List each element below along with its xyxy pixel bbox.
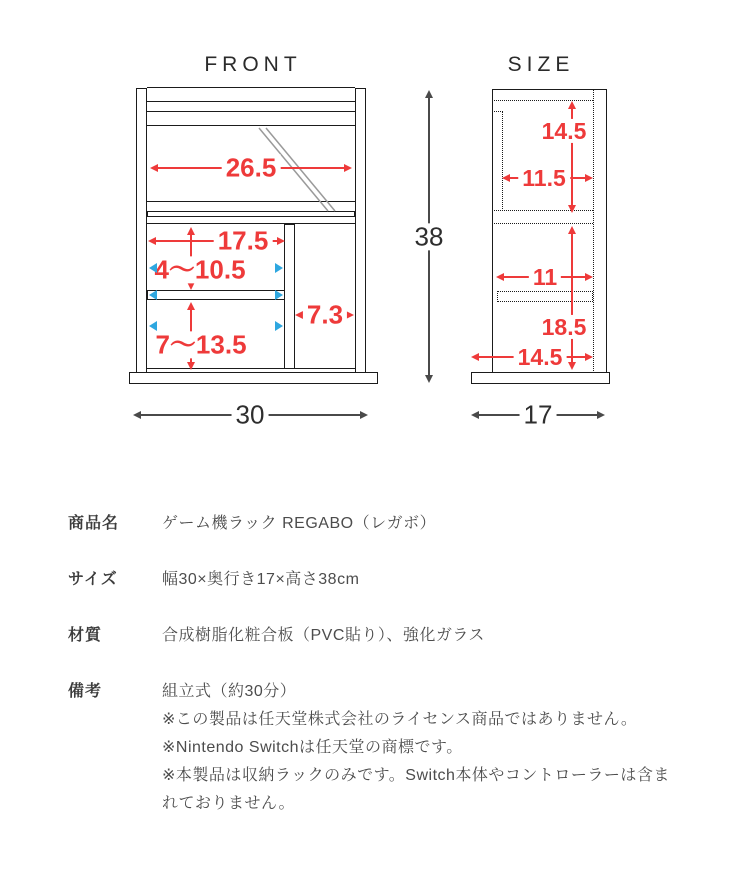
spec-value: ゲーム機ラック REGABO（レガボ） <box>162 515 437 532</box>
shelf-pin-marker-icon <box>275 263 283 273</box>
front-right-leg <box>355 88 366 373</box>
spec-value: 幅30×奥行き17×高さ38cm <box>162 571 360 588</box>
glass-shelf-width-value: 26.5 <box>222 154 281 181</box>
side-top-compartment-dotted-bottom <box>494 210 593 211</box>
spec-label: 材質 <box>68 627 103 644</box>
lower-shelf-range-value: 7〜13.5 <box>151 331 250 358</box>
front-top-panel-line-2 <box>147 111 355 112</box>
spec-row-size <box>68 566 682 594</box>
front-view-title: FRONT <box>204 53 302 76</box>
front-top-panel-line-1 <box>147 101 355 102</box>
spec-value: 合成樹脂化粧合板（PVC貼り）、強化ガラス <box>162 627 485 644</box>
side-shelf-dotted-board <box>497 291 593 302</box>
upper-shelf-range-value: 4〜10.5 <box>150 256 249 283</box>
top-compartment-depth-value: 11.5 <box>518 166 570 190</box>
front-left-leg <box>136 88 147 373</box>
right-compartment-width-value: 7.3 <box>303 301 347 328</box>
overall-depth-value: 17 <box>520 401 557 428</box>
side-view-title: SIZE <box>507 53 575 76</box>
spec-row-material <box>68 622 682 650</box>
front-top-edge-line <box>147 87 355 88</box>
remarks-assembly: 組立式（約30分） <box>162 683 297 700</box>
shelf-pin-marker-icon <box>275 290 283 300</box>
remarks-note-1: ※この製品は任天堂株式会社のライセンス商品ではありません。 <box>162 711 638 728</box>
shelf-pin-marker-icon <box>149 290 157 300</box>
shelf-pin-marker-icon <box>275 321 283 331</box>
spec-row-remarks <box>68 678 682 818</box>
side-top-dotted-line <box>494 100 593 101</box>
front-base-plinth <box>129 372 378 384</box>
open-shelf-width-value: 17.5 <box>214 227 273 254</box>
front-vertical-divider <box>284 224 295 369</box>
spec-label: 商品名 <box>68 515 120 532</box>
shelf-pin-marker-icon <box>149 263 157 273</box>
front-lower-section-bottom-line <box>147 368 355 369</box>
side-top-compartment-dotted-left <box>502 111 503 211</box>
lower-compartment-height-arrow <box>571 228 573 368</box>
remarks-note-2: ※Nintendo Switchは任天堂の商標です。 <box>162 739 463 756</box>
spec-label: サイズ <box>68 571 118 588</box>
side-base-plinth <box>471 372 610 384</box>
spec-row-product-name <box>68 510 682 538</box>
remarks-note-3: ※本製品は収納ラックのみです。Switch本体やコントローラーは含まれておりません。 <box>162 767 670 812</box>
side-middle-dotted-line <box>494 223 593 224</box>
front-lower-section-top-line <box>147 223 355 224</box>
overall-width-value: 30 <box>232 401 269 428</box>
bottom-depth-value: 14.5 <box>514 345 567 369</box>
spec-value <box>162 678 682 818</box>
front-glass-door-top-line <box>147 125 355 126</box>
shelf-pin-marker-icon <box>149 321 157 331</box>
overall-height-value: 38 <box>411 223 448 250</box>
top-compartment-height-value: 14.5 <box>538 119 591 143</box>
side-back-panel-dotted-line <box>593 90 594 373</box>
front-adjustable-shelf-board <box>147 290 285 300</box>
middle-shelf-depth-value: 11 <box>529 265 561 289</box>
spec-label: 備考 <box>68 683 103 700</box>
lower-compartment-height-value: 18.5 <box>538 315 591 339</box>
